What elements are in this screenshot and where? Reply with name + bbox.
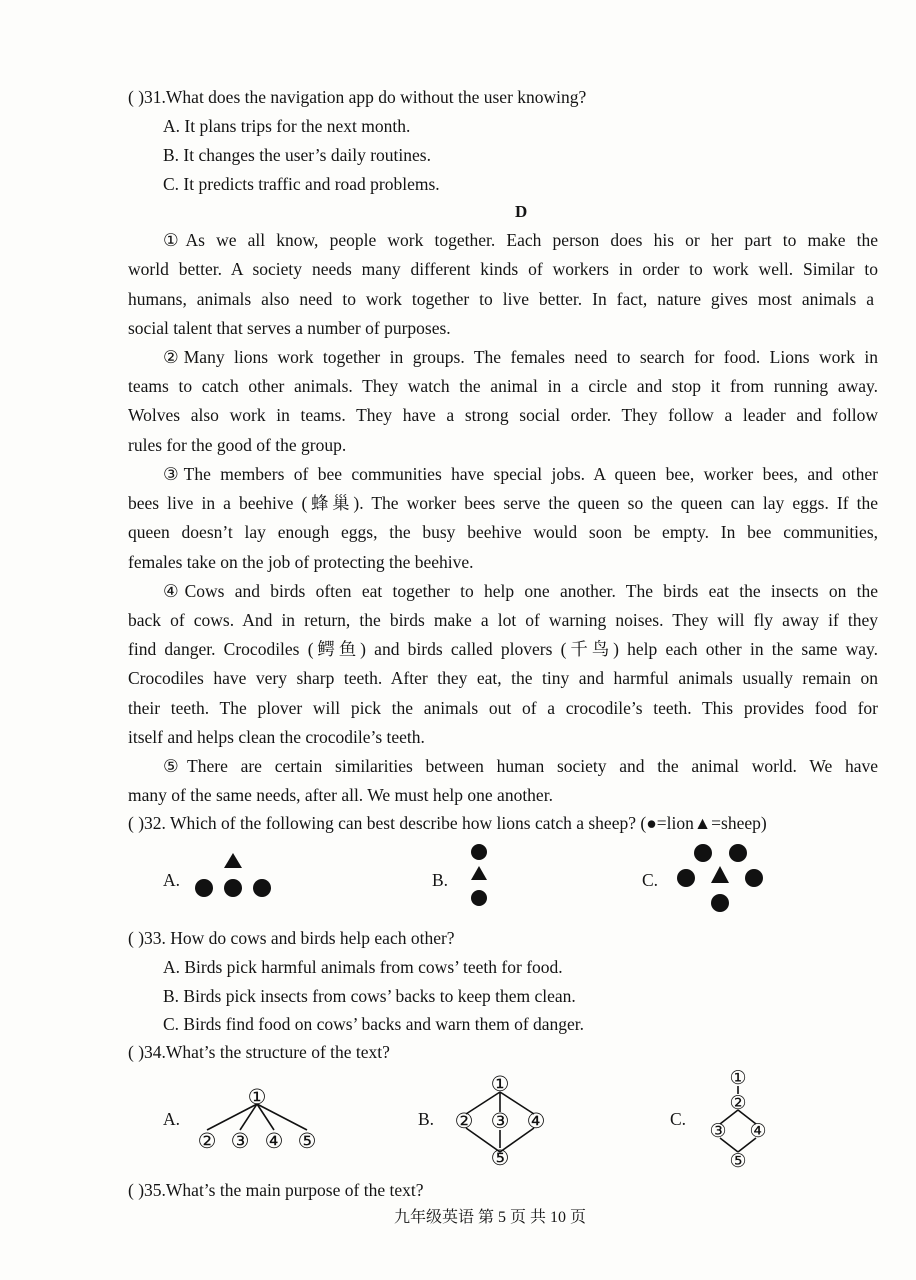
passage-line: many of the same needs, after all. We must help one another. bbox=[128, 785, 553, 805]
passage-line: teams to catch other animals. They watch the animal in a circle and stop it from running away. bbox=[128, 376, 878, 396]
passage-line: world better. A society needs many different kinds of workers in order to work well. Similar to bbox=[128, 259, 878, 279]
node-2: ② bbox=[197, 1129, 217, 1153]
question-33-option-c: C. Birds find food on cows’ backs and warn them of danger. bbox=[163, 1014, 585, 1034]
passage-line: itself and helps clean the crocodile’s teeth. bbox=[128, 727, 425, 747]
passage-line: humans, animals also need to work together to live better. In fact, nature gives most animals a bbox=[128, 289, 874, 309]
question-32-option-b-label: B. bbox=[432, 870, 449, 890]
question-32-option-c-label: C. bbox=[642, 870, 659, 890]
passage-line: social talent that serves a number of purposes. bbox=[128, 318, 451, 338]
node-1: ① bbox=[729, 1068, 747, 1089]
node-2: ② bbox=[729, 1093, 747, 1114]
question-32-option-a-label: A. bbox=[163, 870, 181, 890]
passage-line: their teeth. The plover will pick the animals out of a crocodile’s teeth. This provides food for bbox=[128, 698, 878, 718]
lion-icon bbox=[253, 879, 271, 897]
node-4: ④ bbox=[749, 1121, 767, 1142]
passage-line: ⑤There are certain similarities between human society and the animal world. We have bbox=[163, 756, 878, 776]
question-33-option-b: B. Birds pick insects from cows’ backs to keep them clean. bbox=[163, 986, 576, 1006]
passage-line: find danger. Crocodiles (鳄鱼) and birds called plovers (千鸟) help each other in the same way. bbox=[128, 639, 878, 659]
sheep-icon bbox=[471, 866, 487, 880]
node-4: ④ bbox=[264, 1129, 284, 1153]
question-31-stem: ( )31.What does the navigation app do without the user knowing? bbox=[128, 87, 587, 107]
page-footer: 九年级英语 第 5 页 共 10 页 bbox=[394, 1209, 587, 1226]
lion-icon bbox=[745, 869, 763, 887]
question-31-option-a: A. It plans trips for the next month. bbox=[163, 116, 411, 136]
passage-line: Wolves also work in teams. They have a strong social order. They follow a leader and follow bbox=[128, 405, 878, 425]
passage-line: ②Many lions work together in groups. The females need to search for food. Lions work in bbox=[163, 347, 878, 367]
lion-icon bbox=[224, 879, 242, 897]
lion-icon bbox=[471, 844, 487, 860]
lion-icon bbox=[471, 890, 487, 906]
sheep-icon bbox=[711, 866, 729, 883]
node-5: ⑤ bbox=[729, 1151, 747, 1170]
node-2: ② bbox=[454, 1109, 474, 1133]
lion-icon bbox=[711, 894, 729, 912]
question-34-option-c-label: C. bbox=[670, 1109, 687, 1129]
lion-icon bbox=[195, 879, 213, 897]
node-3: ③ bbox=[230, 1129, 250, 1153]
passage-line: back of cows. And in return, the birds make a lot of warning noises. They will fly away if they bbox=[128, 610, 878, 630]
passage-line: females take on the job of protecting the beehive. bbox=[128, 552, 474, 572]
node-1: ① bbox=[247, 1085, 267, 1109]
passage-line: ①As we all know, people work together. Each person does his or her part to make the bbox=[163, 230, 878, 250]
question-34-option-a-figure bbox=[190, 1082, 326, 1156]
passage-line: rules for the good of the group. bbox=[128, 435, 347, 455]
question-34-stem: ( )34.What’s the structure of the text? bbox=[128, 1042, 390, 1062]
question-34-option-b-label: B. bbox=[418, 1109, 435, 1129]
passage-line: bees live in a beehive (蜂巢). The worker bees serve the queen so the queen can lay eggs. If the bbox=[128, 493, 878, 513]
question-35-stem: ( )35.What’s the main purpose of the text? bbox=[128, 1180, 424, 1200]
lion-icon bbox=[694, 844, 712, 862]
lion-icon bbox=[729, 844, 747, 862]
question-32-stem: ( )32. Which of the following can best describe how lions catch a sheep? (●=lion▲=sheep) bbox=[128, 813, 767, 833]
question-32-option-b-figure bbox=[464, 842, 494, 908]
question-32-option-c-figure bbox=[674, 842, 766, 914]
node-1: ① bbox=[490, 1072, 510, 1096]
passage-line: ④Cows and birds often eat together to help one another. The birds eat the insects on the bbox=[163, 581, 878, 601]
passage-line: Crocodiles have very sharp teeth. After they eat, the tiny and harmful animals usually remain on bbox=[128, 668, 878, 688]
node-3: ③ bbox=[490, 1109, 510, 1133]
question-34-option-c-figure bbox=[704, 1066, 772, 1170]
lion-icon bbox=[677, 869, 695, 887]
question-34-option-a-label: A. bbox=[163, 1109, 181, 1129]
passage-line: queen doesn’t lay enough eggs, the busy beehive would soon be empty. In bee communities, bbox=[128, 522, 878, 542]
question-34-option-b-figure bbox=[452, 1072, 548, 1168]
question-33-stem: ( )33. How do cows and birds help each other? bbox=[128, 928, 455, 948]
sheep-icon bbox=[224, 853, 242, 868]
passage-line: ③The members of bee communities have special jobs. A queen bee, worker bees, and other bbox=[163, 464, 878, 484]
question-31-option-c: C. It predicts traffic and road problems. bbox=[163, 174, 440, 194]
question-33-option-a: A. Birds pick harmful animals from cows’ teeth for food. bbox=[163, 957, 563, 977]
node-5: ⑤ bbox=[490, 1146, 510, 1168]
question-31-option-b: B. It changes the user’s daily routines. bbox=[163, 145, 431, 165]
node-5: ⑤ bbox=[297, 1129, 317, 1153]
node-3: ③ bbox=[709, 1121, 727, 1142]
question-32-option-a-figure bbox=[190, 850, 280, 900]
passage-title: D bbox=[515, 202, 528, 221]
node-4: ④ bbox=[526, 1109, 546, 1133]
